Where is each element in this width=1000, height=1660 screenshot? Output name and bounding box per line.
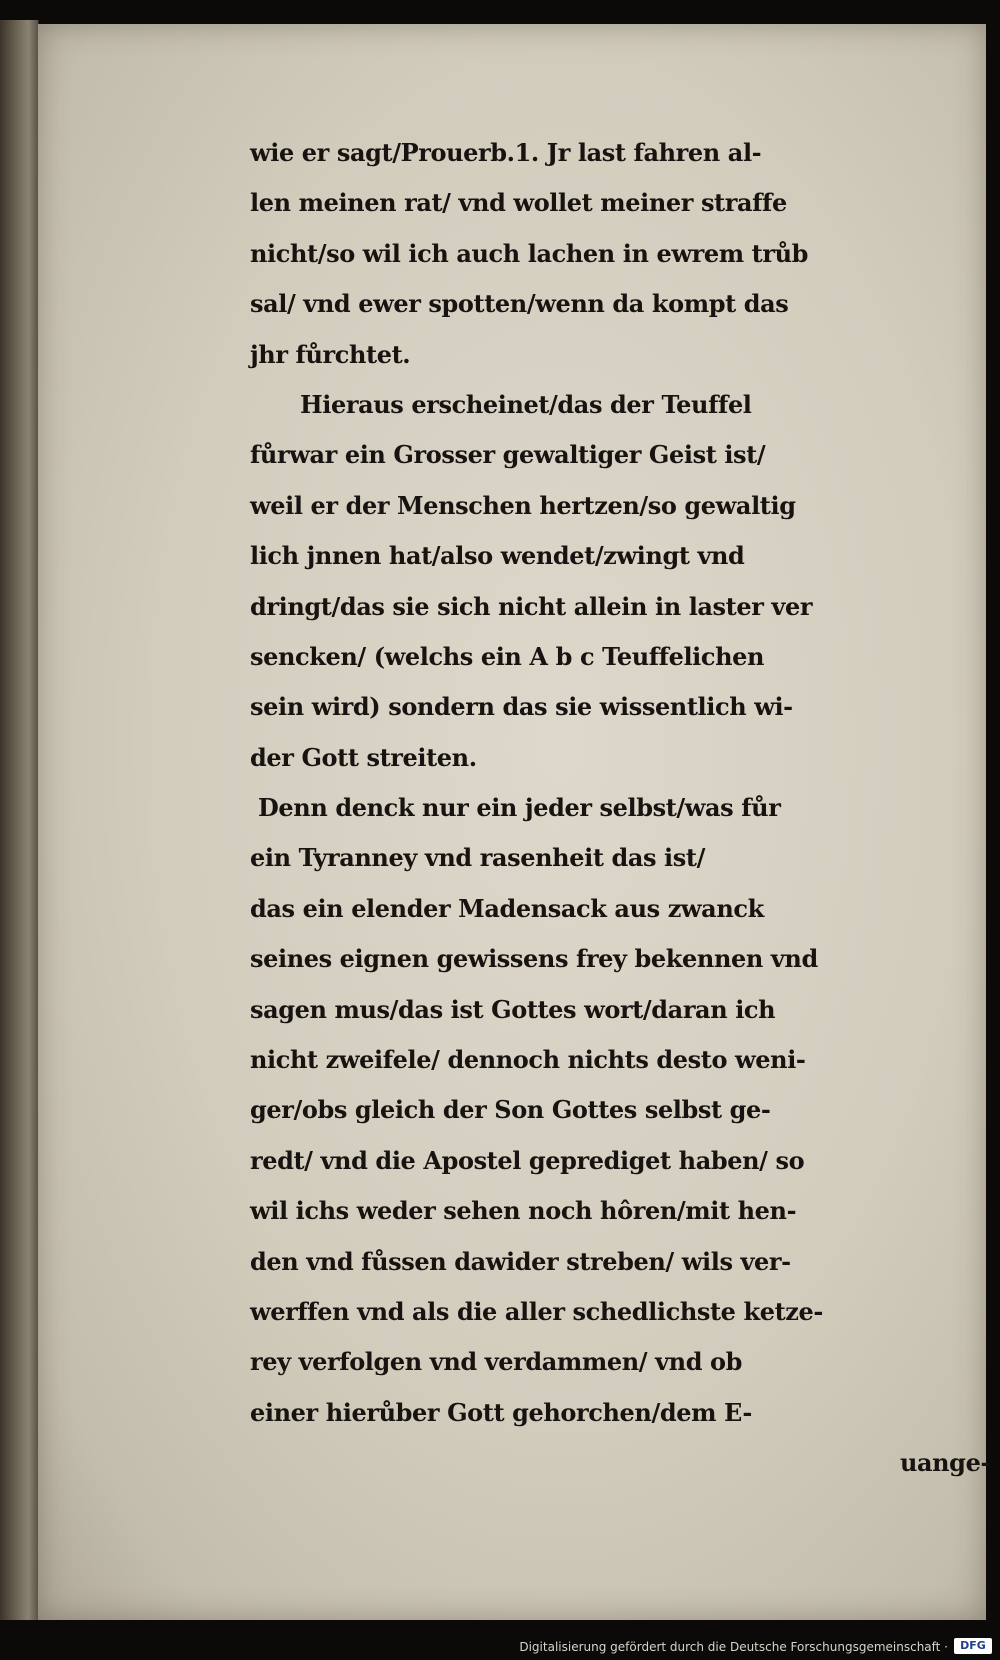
- text-line: seines eignen gewissens frey bekennen vnd: [250, 944, 818, 974]
- text-line: ein Tyranney vnd rasenheit das ist/: [250, 843, 705, 873]
- text-line: dringt/das sie sich nicht allein in laster ver: [250, 591, 813, 621]
- text-line: len meinen rat/ vnd wollet meiner straffe: [250, 188, 787, 218]
- text-line: fůrwar ein Grosser gewaltiger Geist ist/: [250, 440, 766, 470]
- text-line: sencken/ (welchs ein A b c Teuffelichen: [250, 641, 765, 671]
- text-line: lich jnnen hat/also wendet/zwingt vnd: [250, 541, 745, 571]
- funding-credit: Digitalisierung gefördert durch die Deutsche Forschungsgemeinschaft ·: [519, 1640, 948, 1654]
- text-line: werffen vnd als die aller schedlichste ketze-: [250, 1296, 823, 1326]
- footer-bar: [0, 1620, 1000, 1660]
- book-binding-edge: [0, 20, 39, 1620]
- text-line: der Gott streiten.: [250, 742, 477, 772]
- text-line: das ein elender Madensack aus zwanck: [250, 893, 764, 923]
- catchword: uange-: [899, 1448, 990, 1478]
- text-line: wil ichs weder sehen noch hôren/mit hen-: [250, 1196, 797, 1226]
- text-line: weil er der Menschen hertzen/so gewaltig: [250, 490, 796, 520]
- text-line: wie er sagt/Prouerb.1. Jr last fahren al-: [250, 138, 762, 167]
- text-line: einer hierůber Gott gehorchen/dem E-: [250, 1397, 752, 1427]
- dfg-logo: DFG: [954, 1638, 992, 1654]
- text-line: sagen mus/das ist Gottes wort/daran ich: [250, 994, 776, 1024]
- text-line: sein wird) sondern das sie wissentlich wi-: [250, 692, 793, 722]
- page-text-block: [250, 128, 990, 1489]
- text-line: nicht zweifele/ dennoch nichts desto weni-: [250, 1045, 806, 1075]
- text-line: den vnd fůssen dawider streben/ wils ver-: [250, 1246, 791, 1276]
- text-line: rey verfolgen vnd verdammen/ vnd ob: [250, 1347, 743, 1377]
- text-line-paragraph-start: Denn denck nur ein jeder selbst/was fůr: [258, 793, 781, 823]
- text-line: nicht/so wil ich auch lachen in ewrem trůb: [250, 238, 809, 268]
- text-line: jhr fůrchtet.: [250, 339, 411, 369]
- text-line-paragraph-start: Hieraus erscheinet/das der Teuffel: [300, 389, 752, 419]
- book-page: [38, 24, 990, 1620]
- text-line: sal/ vnd ewer spotten/wenn da kompt das: [250, 289, 789, 319]
- text-line: redt/ vnd die Apostel geprediget haben/ so: [250, 1145, 805, 1175]
- text-line: ger/obs gleich der Son Gottes selbst ge-: [250, 1095, 771, 1125]
